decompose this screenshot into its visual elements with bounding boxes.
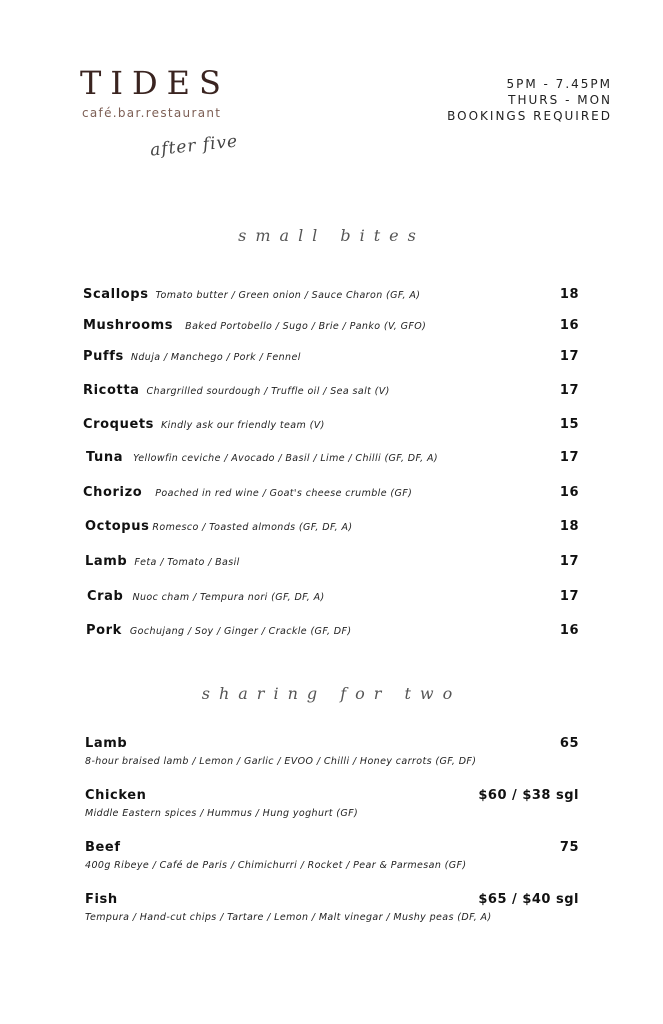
item-name: Scallops <box>83 287 149 302</box>
small-bites-heading: small bites <box>238 226 425 245</box>
item-description: Baked Portobello / Sugo / Brie / Panko (V, GFO) <box>185 321 427 332</box>
menu-item-octopus <box>85 519 579 539</box>
item-name: Ricotta <box>83 383 140 398</box>
item-name: Chorizo <box>83 485 143 500</box>
item-price: 17 <box>559 589 579 604</box>
item-description: Gochujang / Soy / Ginger / Crackle (GF, DF) <box>129 626 352 637</box>
item-name: Beef <box>85 840 121 855</box>
sharing-item-chicken <box>85 788 579 819</box>
item-price: 17 <box>559 554 579 569</box>
item-price: 75 <box>559 840 579 855</box>
item-price: 65 <box>559 736 579 751</box>
menu-item-puffs <box>83 349 579 369</box>
item-price: 15 <box>559 417 579 432</box>
menu-item-croquets <box>83 417 579 437</box>
item-name: Mushrooms <box>83 318 174 333</box>
item-name: Lamb <box>85 554 128 569</box>
menu-item-scallops <box>83 287 579 307</box>
menu-item-mushrooms <box>83 318 579 338</box>
hours-days: THURS - MON <box>508 93 612 107</box>
restaurant-logo: TIDES <box>80 64 230 102</box>
item-description: Feta / Tomato / Basil <box>134 557 240 568</box>
item-name: Lamb <box>85 736 128 751</box>
item-price: 17 <box>559 383 579 398</box>
item-name: Chicken <box>85 788 147 803</box>
item-description: Nuoc cham / Tempura nori (GF, DF, A) <box>132 592 325 603</box>
item-name: Puffs <box>83 349 124 364</box>
item-price: 16 <box>559 485 579 500</box>
menu-item-ricotta <box>83 383 579 403</box>
menu-item-pork <box>86 623 579 643</box>
sharing-heading: sharing for two <box>201 684 462 703</box>
restaurant-tagline: café.bar.restaurant <box>82 106 222 120</box>
item-name: Tuna <box>86 450 124 465</box>
item-price: 17 <box>559 450 579 465</box>
hours-bookings: BOOKINGS REQUIRED <box>447 109 612 123</box>
item-description: 400g Ribeye / Café de Paris / Chimichurri / Rocket / Pear & Parmesan (GF) <box>85 860 467 871</box>
item-description: Chargrilled sourdough / Truffle oil / Sea salt (V) <box>146 386 390 397</box>
hours-time: 5PM - 7.45PM <box>506 77 612 91</box>
after-five-subtitle: after five <box>149 131 240 161</box>
item-description: Middle Eastern spices / Hummus / Hung yoghurt (GF) <box>85 808 359 819</box>
sharing-item-lamb <box>85 736 579 767</box>
item-name: Octopus <box>85 519 150 534</box>
item-price: 16 <box>559 623 579 638</box>
item-name: Fish <box>85 892 118 907</box>
item-name: Pork <box>86 623 122 638</box>
item-name: Croquets <box>83 417 155 432</box>
item-price: 16 <box>559 318 579 333</box>
item-description: Nduja / Manchego / Pork / Fennel <box>130 352 301 363</box>
menu-item-lamb <box>85 554 579 574</box>
item-price: 18 <box>559 519 579 534</box>
menu-item-crab <box>87 589 579 609</box>
item-description: Tomato butter / Green onion / Sauce Charon (GF, A) <box>155 290 421 301</box>
item-price: 18 <box>559 287 579 302</box>
opening-hours <box>447 76 612 124</box>
menu-item-chorizo <box>83 485 579 505</box>
item-description: Tempura / Hand-cut chips / Tartare / Lemon / Malt vinegar / Mushy peas (DF, A) <box>85 912 492 923</box>
sharing-item-beef <box>85 840 579 871</box>
menu-item-tuna <box>86 450 579 470</box>
item-name: Crab <box>87 589 124 604</box>
item-description: Poached in red wine / Goat's cheese crumble (GF) <box>155 488 413 499</box>
item-description: 8-hour braised lamb / Lemon / Garlic / EVOO / Chilli / Honey carrots (GF, DF) <box>85 756 477 767</box>
item-description: Yellowfin ceviche / Avocado / Basil / Lime / Chilli (GF, DF, A) <box>133 453 438 464</box>
item-price: $65 / $40 sgl <box>478 892 579 907</box>
sharing-item-fish <box>85 892 579 923</box>
item-description: Romesco / Toasted almonds (GF, DF, A) <box>152 522 353 533</box>
item-description: Kindly ask our friendly team (V) <box>161 420 325 431</box>
item-price: 17 <box>559 349 579 364</box>
item-price: $60 / $38 sgl <box>478 788 579 803</box>
